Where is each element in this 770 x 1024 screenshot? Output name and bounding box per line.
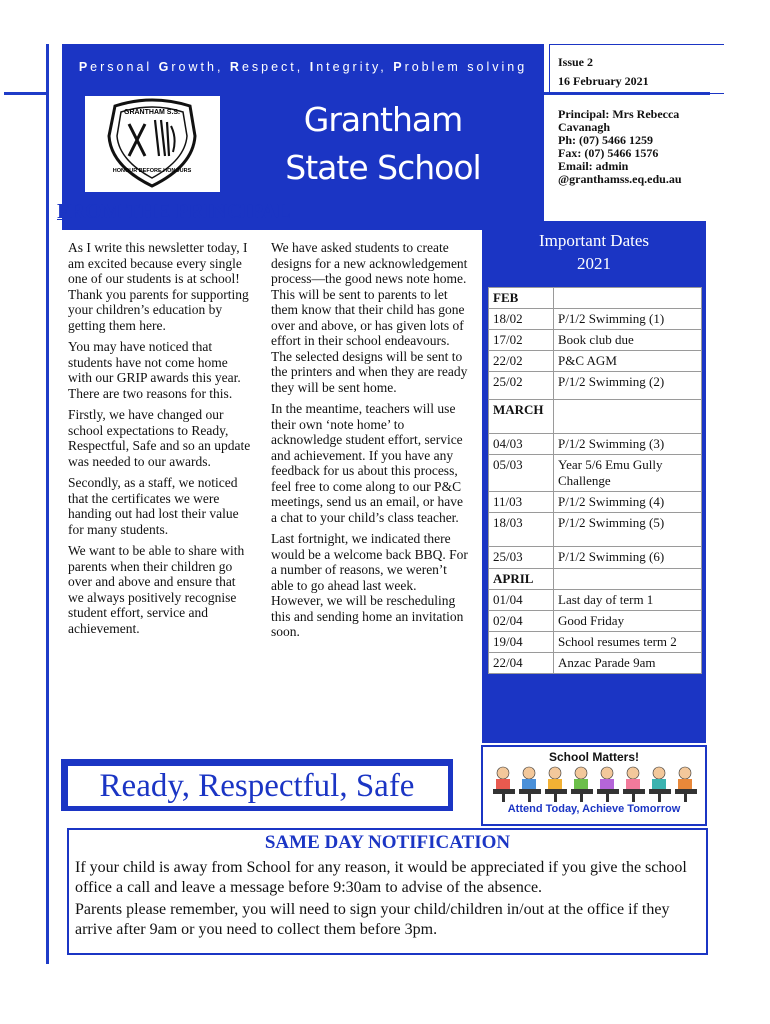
date-cell: 11/03: [489, 492, 554, 513]
logo-bottom-text: HONOUR BEFORE HONOURS: [112, 168, 192, 174]
event-cell: [554, 569, 702, 590]
student-figure-part: [606, 794, 609, 802]
article-paragraph: Secondly, as a staff, we noticed that the certificates we were handing out had lost their value for many students.: [68, 475, 239, 537]
motto-word-rest: roblem solving: [404, 60, 528, 74]
motto-initial: P: [78, 60, 91, 74]
article-paragraph: Firstly, we have changed our school expectations to Ready, Respectful, Safe and so an update was needed to our awards.: [68, 407, 251, 469]
event-cell: Year 5/6 Emu Gully Challenge: [554, 455, 702, 492]
school-motto: [62, 60, 544, 74]
date-row: [489, 632, 702, 653]
date-row: [489, 330, 702, 351]
date-cell: 19/04: [489, 632, 554, 653]
student-figure-part: [545, 789, 567, 794]
student-figure-part: [675, 789, 697, 794]
date-row: [489, 513, 702, 547]
event-cell: [554, 400, 702, 434]
date-row: [489, 492, 702, 513]
student-figure-part: [623, 789, 645, 794]
date-row: [489, 434, 702, 455]
month-header-row: [489, 569, 702, 590]
header-top-rule: [4, 92, 48, 95]
date-row: [489, 653, 702, 674]
date-cell: 22/04: [489, 653, 554, 674]
month-label: FEB: [489, 288, 554, 309]
student-figure-part: [554, 794, 557, 802]
motto-word-rest: espect,: [241, 60, 310, 74]
student-figure-part: [519, 789, 541, 794]
student-figure-part: [632, 794, 635, 802]
notification-body: [75, 858, 705, 942]
principal-name-line2: Cavanagh: [558, 120, 611, 134]
date-cell: 22/02: [489, 351, 554, 372]
important-dates-year: 2021: [577, 254, 611, 273]
school-crest-icon: [85, 96, 220, 192]
event-cell: Anzac Parade 9am: [554, 653, 702, 674]
left-border-line: [46, 44, 49, 964]
student-figure-part: [493, 789, 515, 794]
article-paragraph: Last fortnight, we indicated there would be a welcome back BBQ. For a number of reasons, we weren’t able to go ahead last week. However, we will be rescheduling this and sending home an invitation soon.: [271, 531, 468, 639]
event-cell: P/1/2 Swimming (5): [554, 513, 702, 547]
student-figure-part: [580, 794, 583, 802]
event-cell: Good Friday: [554, 611, 702, 632]
date-row: [489, 372, 702, 400]
motto-initial: I: [309, 60, 317, 74]
article-paragraph: As I write this newsletter today, I am excited because every single one of our students is at school! Thank you parents for supporting your children’s education by getting them here.: [68, 240, 249, 333]
school-name-line1: Grantham: [303, 100, 463, 139]
event-cell: [554, 288, 702, 309]
month-label: APRIL: [489, 569, 554, 590]
article-paragraph: We want to be able to share with parents when their children go over and above and ensure that we always positively recognise student effort, service and achievement.: [68, 543, 245, 636]
student-figure-part: [523, 767, 535, 779]
slogan-text: Ready, Respectful, Safe: [99, 768, 415, 804]
event-cell: Last day of term 1: [554, 590, 702, 611]
month-header-row: [489, 288, 702, 309]
school-matters-tagline: Attend Today, Achieve Tomorrow: [507, 803, 681, 815]
month-header-row: [489, 400, 702, 434]
student-figure-part: [684, 794, 687, 802]
date-row: [489, 590, 702, 611]
date-cell: 05/03: [489, 455, 554, 492]
student-figure-part: [658, 794, 661, 802]
student-figure-part: [627, 767, 639, 779]
student-figure-part: [549, 767, 561, 779]
event-cell: P/1/2 Swimming (3): [554, 434, 702, 455]
email-label: Email: admin: [558, 159, 629, 173]
article-paragraph: We have asked students to create designs for a new acknowledgement process—the good news note home. This will be sent to parents to let them know that their child has gone over and above, or has given lots of effort in their school endeavours. The selected designs will be sent to the printers and when they are ready they will be sent home.: [271, 240, 468, 395]
motto-initial: G: [158, 60, 172, 74]
motto-word-rest: ersonal: [90, 60, 159, 74]
student-figure-part: [649, 789, 671, 794]
school-name-line2: State School: [285, 148, 481, 187]
event-cell: School resumes term 2: [554, 632, 702, 653]
issue-date: 16 February 2021: [558, 74, 649, 88]
date-row: [489, 611, 702, 632]
date-row: [489, 455, 702, 492]
date-cell: 17/02: [489, 330, 554, 351]
event-cell: P/1/2 Swimming (2): [554, 372, 702, 400]
principal-name-line1: Principal: Mrs Rebecca: [558, 107, 680, 121]
motto-word-rest: rowth,: [171, 60, 230, 74]
date-cell: 02/04: [489, 611, 554, 632]
principal-section-title: FROM THE PRINCIPAL: [57, 199, 291, 223]
notification-paragraph: Parents please remember, you will need to sign your child/children in/out at the office if they arrive after 9am or you need to collect them before 3pm.: [75, 901, 670, 938]
article-paragraph: In the meantime, teachers will use their own ‘note home’ to acknowledge student effort, service and achievement. If you have any feedback for us about this process, feel free to come along to our P&C meetings, send us an email, or have a chat to your child’s class teacher.: [271, 401, 463, 525]
date-row: [489, 547, 702, 569]
month-label: MARCH: [489, 400, 554, 434]
event-cell: P&C AGM: [554, 351, 702, 372]
motto-initial: R: [229, 60, 242, 74]
date-row: [489, 351, 702, 372]
event-cell: P/1/2 Swimming (4): [554, 492, 702, 513]
event-cell: P/1/2 Swimming (6): [554, 547, 702, 569]
event-cell: Book club due: [554, 330, 702, 351]
student-figure-part: [575, 767, 587, 779]
student-figure-part: [528, 794, 531, 802]
student-figure-part: [679, 767, 691, 779]
notification-title: SAME DAY NOTIFICATION: [264, 832, 511, 853]
student-figure-part: [601, 767, 613, 779]
important-dates-title-line1: Important Dates: [539, 231, 649, 250]
article-column-1: [68, 240, 254, 642]
student-figure-part: [502, 794, 505, 802]
phone-number: Ph: (07) 5466 1259: [558, 133, 653, 147]
fax-number: Fax: (07) 5466 1576: [558, 146, 659, 160]
date-cell: 18/02: [489, 309, 554, 330]
motto-initial: P: [393, 60, 405, 74]
email-domain: @granthamss.eq.edu.au: [558, 172, 682, 186]
school-name: [252, 96, 514, 192]
important-dates-title: [482, 229, 706, 275]
date-cell: 25/02: [489, 372, 554, 400]
article-paragraph: You may have noticed that students have not come home with our GRIP awards this year. There are two reasons for this.: [68, 339, 241, 401]
student-figure-part: [497, 767, 509, 779]
student-figure-part: [653, 767, 665, 779]
important-dates-table: [488, 287, 702, 674]
notification-paragraph: If your child is away from School for any reason, it would be appreciated if you give the school office a call and leave a message before 9:30am to advise of the absence.: [75, 859, 687, 896]
event-cell: P/1/2 Swimming (1): [554, 309, 702, 330]
motto-word-rest: ntegrity,: [316, 60, 394, 74]
logo-top-text: GRANTHAM S.S.: [124, 109, 180, 116]
date-cell: 25/03: [489, 547, 554, 569]
student-figure-part: [597, 789, 619, 794]
article-column-2: [271, 240, 469, 646]
school-logo: [85, 96, 220, 192]
school-matters-title: School Matters!: [548, 750, 639, 764]
date-row: [489, 309, 702, 330]
date-cell: 18/03: [489, 513, 554, 547]
issue-number: Issue 2: [558, 55, 594, 69]
student-figure-part: [571, 789, 593, 794]
date-cell: 01/04: [489, 590, 554, 611]
date-cell: 04/03: [489, 434, 554, 455]
